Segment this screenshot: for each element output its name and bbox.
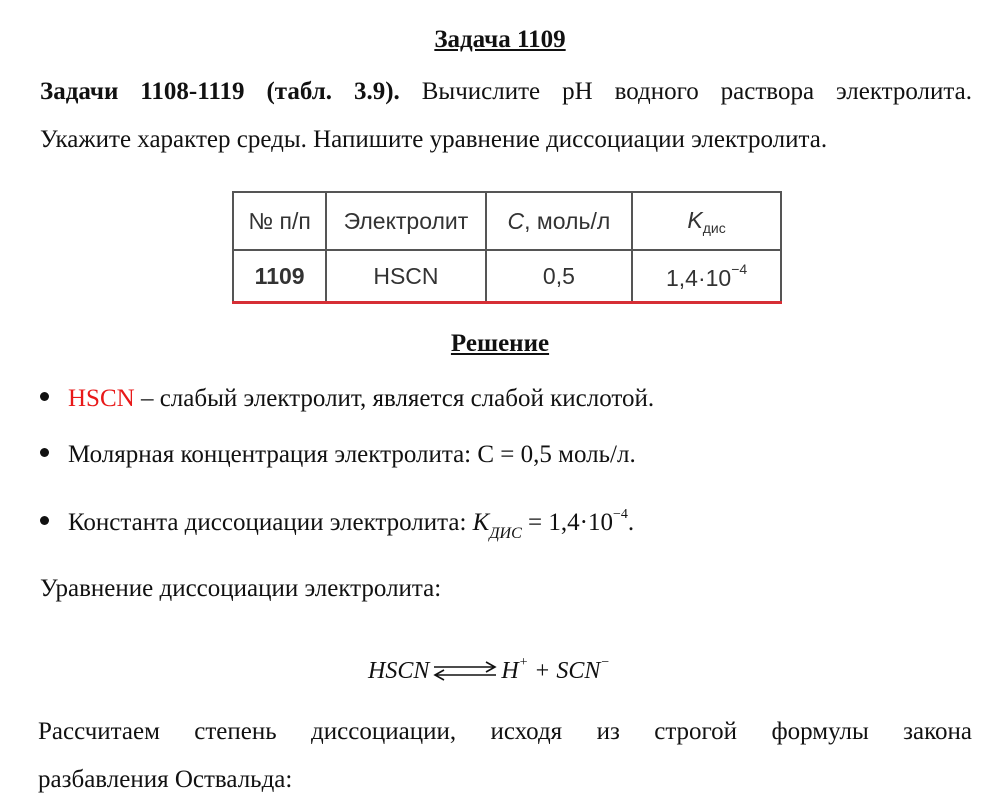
bullet-icon [40, 392, 49, 401]
intro-line-2: Укажите характер среды. Напишите уравнение диссоциации электролита. [40, 126, 828, 153]
cell-electrolyte: HSCN [326, 250, 485, 303]
header-kdis: $K_{дис}$ [632, 192, 781, 250]
equation-label: Уравнение диссоциации электролита: [40, 575, 442, 602]
solution-title: Решение [450, 330, 550, 357]
concentration-formula: C = 0,5 моль/л. [477, 441, 636, 468]
header-number: № п/п [233, 192, 326, 250]
table-row [233, 250, 781, 303]
equilibrium-arrows-icon [432, 660, 498, 682]
bullet-kdis: Константа диссоциации электролита: $K_{ДИС} = 1,4\cdot 10^{-4}$. [40, 500, 634, 549]
problem-title: Задача 1109 [434, 26, 566, 53]
header-electrolyte: Электролит [326, 192, 485, 250]
dissociation-equation: HSCN H+ + SCN− [368, 655, 610, 684]
kdis-value: = 1,4·10 [521, 509, 613, 536]
cell-kdis: $1,4\cdot 10^{-4}$ [632, 250, 781, 303]
intro-text-1: Вычислите pH водного раствора электролита. [399, 78, 972, 105]
bullet-icon [40, 516, 49, 525]
cell-concentration: 0,5 [486, 250, 632, 303]
intro-bold: Задачи 1108-1119 (табл. 3.9). [40, 78, 400, 105]
bullet-concentration: Молярная концентрация электролита: C = 0,5 моль/л. [40, 440, 636, 470]
intro-line-1 [40, 68, 972, 116]
product-scn: + SCN [528, 658, 601, 684]
ostwald-paragraph-continued: разбавления Оствальда: [38, 766, 293, 793]
kdis-symbol: K [472, 509, 490, 536]
electrolyte-name: HSCN [68, 385, 135, 412]
bullet-icon [40, 448, 49, 457]
cell-number: 1109 [233, 250, 326, 303]
kdis-exponent: −4 [612, 507, 628, 522]
bullet-electrolyte-type: HSCN – слабый электролит, является слабой кислотой. [40, 384, 654, 414]
ostwald-paragraph: Рассчитаем степень диссоциации, исходя из строгой формулы закона [38, 718, 972, 745]
kdis-subscript: ДИС [489, 525, 522, 542]
reactant: HSCN [368, 658, 430, 684]
data-table [232, 191, 782, 304]
table-header-row [233, 192, 781, 250]
header-concentration: C, моль/л [486, 192, 632, 250]
product-h: H [501, 658, 519, 684]
